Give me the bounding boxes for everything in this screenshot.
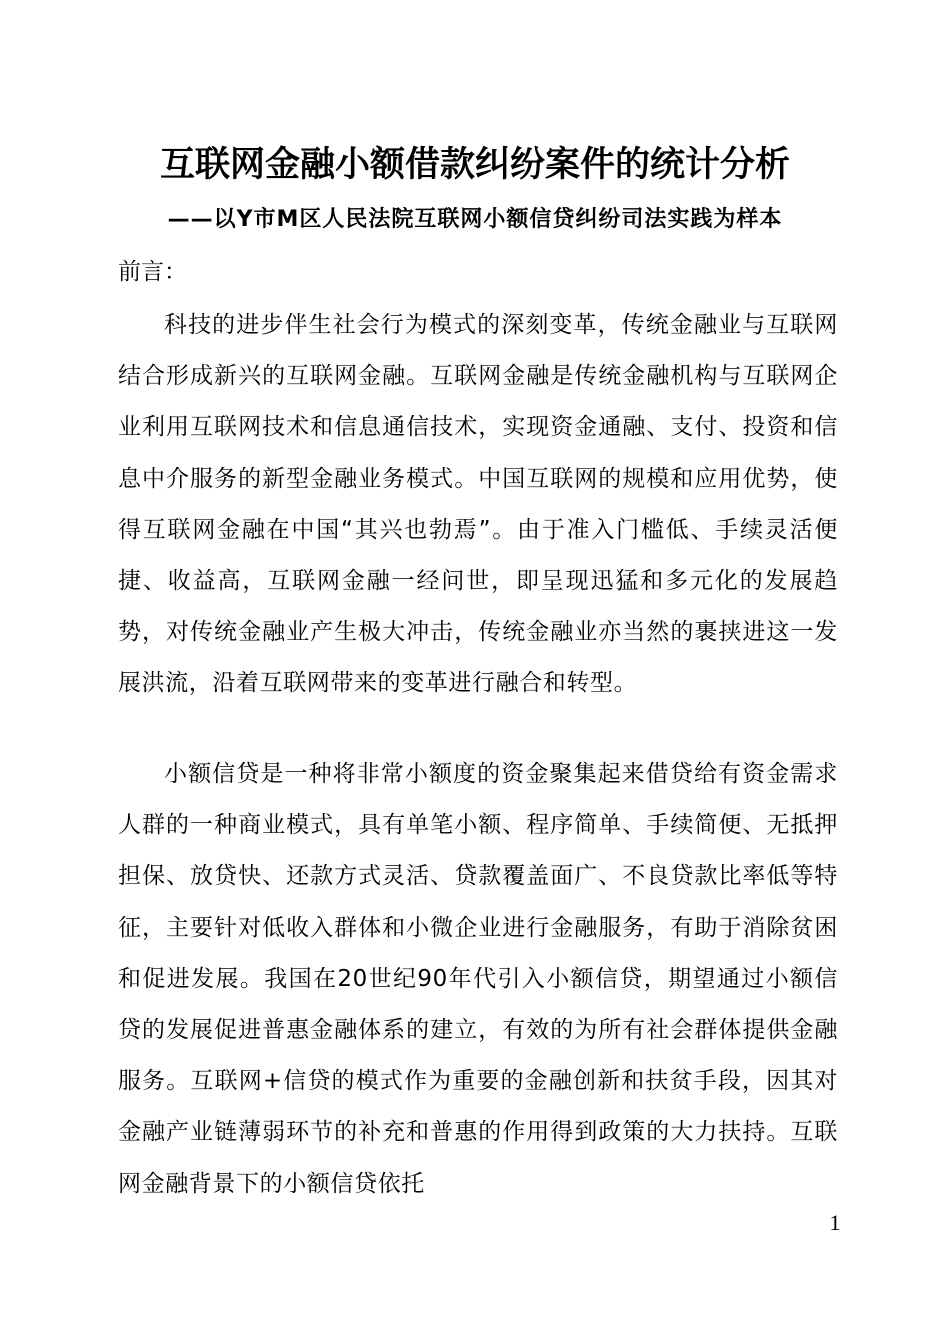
page-number: 1	[829, 1210, 841, 1235]
paragraph-2: 小额信贷是一种将非常小额度的资金聚集起来借贷给有资金需求人群的一种商业模式，具有单笔小额、程序简单、手续简便、无抵押担保、放贷快、还款方式灵活、贷款覆盖面广、不良贷款比率低等特征，主要针对低收入群体和小微企业进行金融服务，有助于消除贫困和促进发展。我国在20世纪90年代引入小额信贷，期望通过小额信贷的发展促进普惠金融体系的建立，有效的为所有社会群体提供金融服务。互联网+信贷的模式作为重要的金融创新和扶贫手段，因其对金融产业链薄弱环节的补充和普惠的作用得到政策的大力扶持。互联网金融背景下的小额信贷依托	[118, 761, 838, 1197]
paragraph-1: 科技的进步伴生社会行为模式的深刻变革，传统金融业与互联网结合形成新兴的互联网金融。互联网金融是传统金融机构与互联网企业利用互联网技术和信息通信技术，实现资金通融、支付、投资和信息中介服务的新型金融业务模式。中国互联网的规模和应用优势，使得互联网金融在中国“其兴也勃焉”。由于准入门槛低、手续灵活便捷、收益高，互联网金融一经问世，即呈现迅猛和多元化的发展趋势，对传统金融业产生极大冲击，传统金融业亦当然的裹挟进这一发展洪流，沿着互联网带来的变革进行融合和转型。	[118, 312, 838, 697]
document-title: 互联网金融小额借款纠纷案件的统计分析	[159, 144, 790, 185]
section-heading: 前言：	[118, 259, 187, 285]
document-subtitle: ——以Y市M区人民法院互联网小额信贷纠纷司法实践为样本	[167, 207, 783, 232]
